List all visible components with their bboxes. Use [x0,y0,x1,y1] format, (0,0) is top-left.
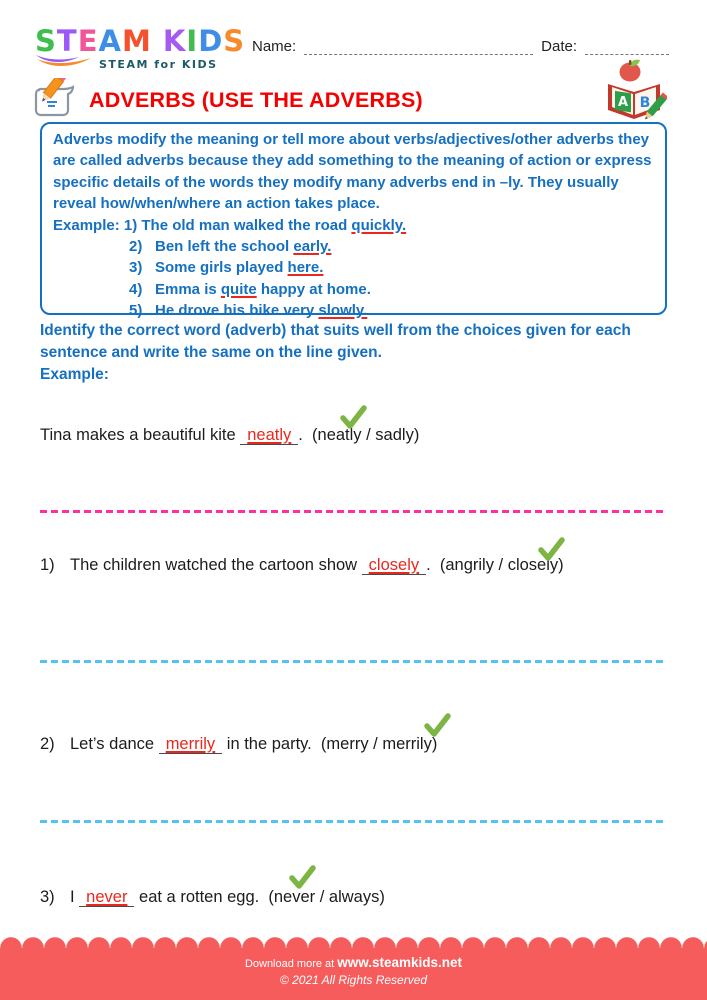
underlined-adverb: slowly. [318,302,368,320]
green-checkmark-icon [340,405,367,435]
footer-copyright: © 2021 All Rights Reserved [279,973,428,987]
svg-text:B: B [639,95,651,111]
pencil-writing-on-paper-icon [33,78,79,123]
example-sentence: Tina makes a beautiful kite neatly . (neatly / sadly) [40,426,683,445]
date-label: Date: [541,38,577,55]
box-example-line: Example: 1) The old man walked the road quickly. [53,216,407,234]
page-title: ADVERBS (USE THE ADVERBS) [89,88,423,112]
logo-subtitle: STEAM for KIDS [99,57,218,71]
definition-paragraph: Adverbs modify the meaning or tell more about verbs/adjectives/other adverbs they are called adverbs because they add something to the meaning of action or express specific details of the words they modify many adverbs end in –ly. They usually reveal how/when/where an action takes place. [53,131,656,213]
underlined-adverb: early. [293,238,332,256]
worksheet-instructions: Identify the correct word (adverb) that suits well from the choices given for each sentence and write the same on the line given. [40,322,631,361]
answer-word: neatly [247,426,292,444]
svg-text:A: A [617,95,629,110]
green-checkmark-icon [289,865,316,895]
name-blank-line [304,41,533,55]
answer-word: never [86,888,128,906]
question-2: 2) Let’s dance merrily in the party. (merry / merrily) [40,735,683,754]
blue-dashed-separator [40,820,667,823]
underlined-adverb: quickly. [351,216,407,234]
question-3: 3) I never eat a rotten egg. (never / always) [40,888,683,907]
underlined-adverb: quite [220,280,257,298]
answer-word: merrily [165,735,216,753]
definition-box [40,122,667,320]
box-example-item: 5) He drove his bike very slowly. [129,302,368,320]
logo-wordmark: STEAM KIDS [35,24,246,58]
footer-download-text: Download more at www.steamkids.net [244,955,463,970]
footer-band [0,948,707,1000]
box-example-item: 4) Emma is quite happy at home. [129,280,371,298]
answer-blank [79,888,134,907]
answer-blank [362,556,426,575]
title-row [33,78,423,123]
box-example-item: 2) Ben left the school early. [129,238,332,256]
logo-swoosh-icon [35,54,93,74]
blue-dashed-separator [40,660,667,663]
footer-scallop-edge [0,937,707,948]
question-1: 1) The children watched the cartoon show closely . (angrily / closely) [40,556,683,575]
green-checkmark-icon [538,537,565,567]
box-example-item: 3) Some girls played here. [129,259,324,277]
footer-website: www.steamkids.net [337,955,463,970]
name-label: Name: [252,38,297,55]
answer-blank [159,735,223,754]
steamkids-logo [35,26,245,74]
name-date-row [252,38,669,55]
example-label: Example: [40,366,109,383]
green-checkmark-icon [424,713,451,743]
date-blank-line [585,41,669,55]
answer-word: closely [368,556,420,574]
pink-dashed-separator [40,510,667,513]
underlined-adverb: here. [287,259,324,277]
abc-book-with-apple-and-pencil-icon [603,58,667,131]
answer-blank [240,426,298,445]
